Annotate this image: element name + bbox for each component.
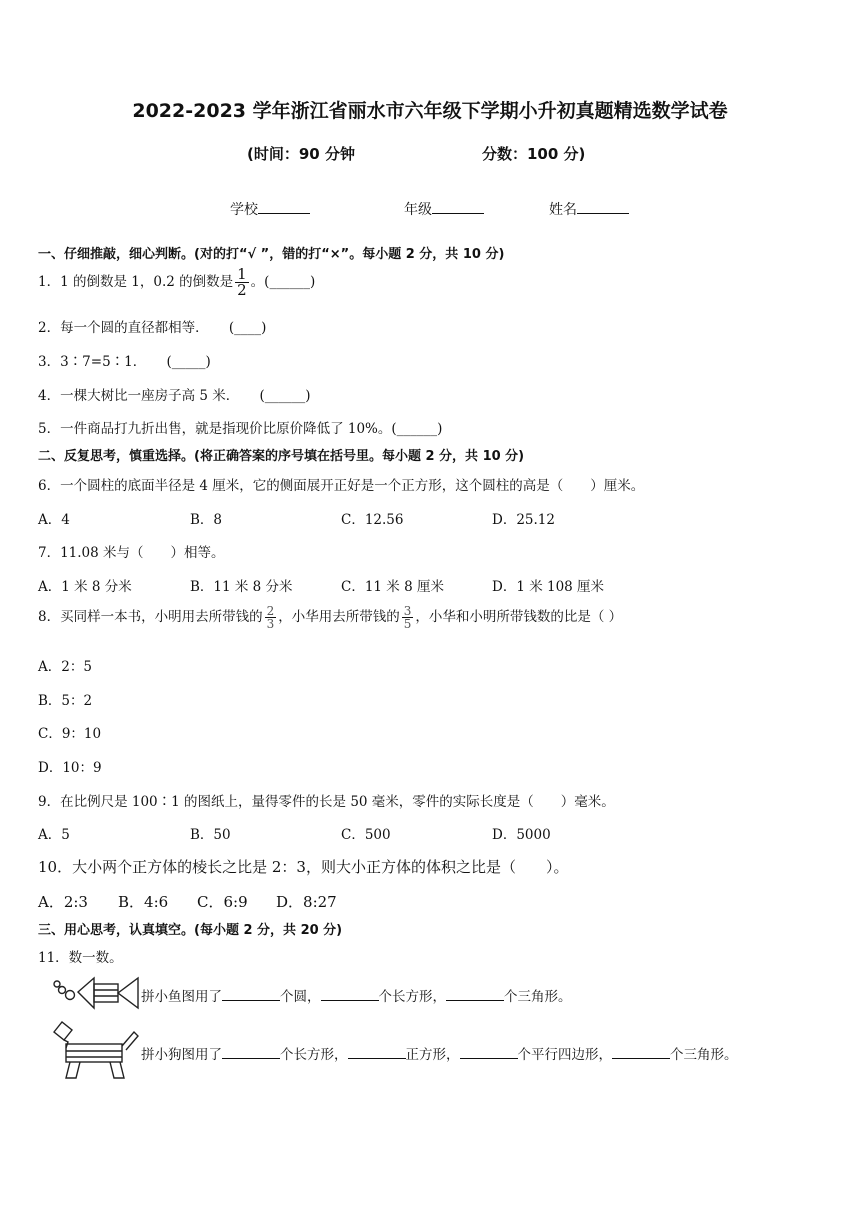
q7-option-d: D．1 米 108 厘米	[492, 579, 605, 595]
q10-option-b: B．4:6	[118, 893, 169, 911]
question-2: 2．每一个圆的直径都相等． (____)	[38, 320, 267, 336]
q9-option-b: B．50	[190, 827, 231, 843]
question-1-text: 1．1 的倒数是 1，0.2 的倒数是	[38, 274, 234, 290]
fish-rectangle-blank[interactable]	[321, 987, 379, 1002]
question-8-text-b: ，小华用去所带钱的	[278, 609, 400, 625]
question-7: 7．11.08 米与（ ）相等。	[38, 545, 225, 561]
q8-option-d: D．10：9	[38, 760, 102, 776]
question-4: 4．一棵大树比一座房子高 5 米． (______)	[38, 388, 311, 404]
q10-option-d: D．8:27	[276, 893, 337, 911]
dog-rectangle-blank[interactable]	[222, 1045, 280, 1060]
fish-question: 拼小鱼图用了 个圆， 个长方形， 个三角形。	[141, 985, 572, 1005]
section-2-heading: 二、反复思考，慎重选择。(将正确答案的序号填在括号里。每小题 2 分，共 10 分)	[38, 449, 525, 464]
q6-option-d: D．25.12	[492, 512, 555, 528]
q6-option-c: C．12.56	[341, 512, 404, 528]
fraction-one-half: $\frac{1}{2}$	[237, 265, 247, 299]
page-title: 2022-2023 学年浙江省丽水市六年级下学期小升初真题精选数学试卷	[132, 100, 728, 122]
school-field	[230, 199, 310, 219]
fish-triangle-blank[interactable]	[446, 987, 504, 1002]
grade-blank[interactable]	[432, 199, 484, 214]
q7-option-b: B．11 米 8 分米	[190, 579, 293, 595]
q8-option-c: C．9：10	[38, 726, 102, 742]
question-6: 6．一个圆柱的底面半径是 4 厘米，它的侧面展开正好是一个正方形，这个圆柱的高是（ ）厘米。	[38, 478, 645, 494]
q6-option-a: A．4	[38, 512, 70, 528]
school-blank[interactable]	[258, 199, 310, 214]
q7-option-c: C．11 米 8 厘米	[341, 579, 444, 595]
dog-figure-icon	[52, 1018, 140, 1080]
grade-label: 年级	[404, 202, 432, 218]
fraction-two-thirds: $\frac{2}{3}$	[266, 604, 275, 631]
grade-field	[404, 199, 484, 219]
q10-option-c: C．6:9	[197, 893, 248, 911]
name-label: 姓名	[549, 202, 577, 218]
fish-circle-blank[interactable]	[222, 987, 280, 1002]
dog-parallelogram-blank[interactable]	[460, 1045, 518, 1060]
q7-option-a: A．1 米 8 分米	[38, 579, 132, 595]
question-10: 10．大小两个正方体的棱长之比是 2：3，则大小正方体的体积之比是（ ）。	[38, 858, 569, 876]
exam-score: 分数：100 分)	[482, 145, 586, 163]
question-8-text-c: ，小华和小明所带钱数的比是（ ）	[415, 609, 623, 625]
question-11: 11．数一数。	[38, 950, 123, 966]
question-1-answer: 。(______)	[250, 274, 316, 290]
dog-question: 拼小狗图用了 个长方形， 正方形， 个平行四边形， 个三角形。	[141, 1043, 738, 1063]
q9-option-c: C．500	[341, 827, 391, 843]
school-label: 学校	[230, 202, 258, 218]
name-field	[549, 199, 629, 219]
question-1	[38, 267, 315, 298]
q6-option-b: B．8	[190, 512, 223, 528]
question-9: 9．在比例尺是 100∶1 的图纸上，量得零件的长是 50 毫米，零件的实际长度是（ ）毫米。	[38, 794, 615, 810]
question-8-text-a: 8．买同样一本书，小明用去所带钱的	[38, 609, 263, 625]
section-3-heading: 三、用心思考，认真填空。(每小题 2 分，共 20 分)	[38, 923, 343, 938]
q9-option-a: A．5	[38, 827, 70, 843]
fraction-three-fifths: $\frac{3}{5}$	[403, 604, 412, 631]
name-blank[interactable]	[577, 199, 629, 214]
dog-triangle-blank[interactable]	[612, 1045, 670, 1060]
q10-option-a: A．2:3	[38, 893, 88, 911]
fish-figure-icon	[50, 970, 140, 1015]
q8-option-b: B．5：2	[38, 693, 93, 709]
question-3: 3．3∶7=5∶1． (_____)	[38, 354, 211, 370]
q9-option-d: D．5000	[492, 827, 551, 843]
q8-option-a: A．2：5	[38, 659, 92, 675]
question-8	[38, 605, 622, 630]
dog-square-blank[interactable]	[348, 1045, 406, 1060]
question-5: 5．一件商品打九折出售，就是指现价比原价降低了 10%。(______)	[38, 421, 443, 437]
exam-time: (时间：90 分钟	[247, 145, 355, 163]
section-1-heading: 一、仔细推敲，细心判断。(对的打“√ ”，错的打“×”。每小题 2 分，共 10 分)	[38, 247, 505, 262]
